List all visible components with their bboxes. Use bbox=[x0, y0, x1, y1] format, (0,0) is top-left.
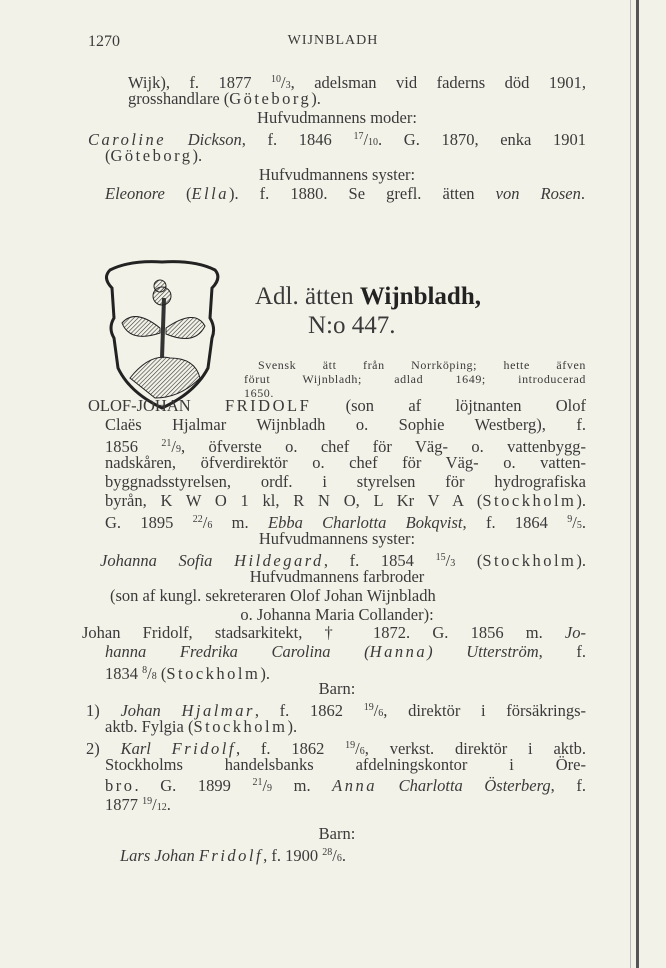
text-segment: 12 bbox=[156, 802, 167, 813]
text-segment: Stockholm bbox=[193, 717, 288, 736]
text-line bbox=[105, 717, 297, 736]
text-segment: 15 bbox=[435, 552, 446, 563]
text-segment: 1834 bbox=[105, 664, 143, 683]
text-line bbox=[105, 491, 586, 510]
text-segment: Barn: bbox=[318, 679, 356, 698]
text-segment: 21 bbox=[252, 777, 263, 788]
text-segment: m. bbox=[272, 776, 333, 795]
text-segment: G. 1895 bbox=[105, 513, 193, 532]
text-segment: / bbox=[171, 437, 176, 456]
text-segment: / bbox=[363, 130, 369, 149]
text-segment: 6 bbox=[359, 746, 365, 757]
text-segment: Hanna bbox=[369, 642, 428, 661]
text-segment: 5 bbox=[576, 520, 582, 531]
text-segment: 19 bbox=[363, 702, 374, 713]
text-segment: (son af kungl. sekreteraren Olof Johan Wijnbladh bbox=[110, 586, 436, 605]
text-segment: / bbox=[152, 795, 157, 814]
text-segment: , öfverste o. chef för Väg- o. vattenbygg- bbox=[181, 437, 586, 456]
text-segment: , f. 1900 bbox=[263, 846, 323, 865]
text-segment: 21 bbox=[161, 438, 172, 449]
text-segment: ) Utterström bbox=[427, 642, 539, 661]
text-line bbox=[128, 89, 321, 108]
text-segment: 8 bbox=[142, 665, 148, 676]
text-line bbox=[105, 755, 586, 774]
page-number: 1270 bbox=[88, 33, 120, 50]
text-segment: Hufvudmannens moder: bbox=[257, 108, 417, 127]
text-line bbox=[88, 165, 586, 184]
text-segment: / bbox=[202, 513, 208, 532]
text-segment: Johanna Sofia bbox=[100, 551, 235, 570]
text-segment: 9 bbox=[567, 514, 573, 525]
text-segment: Jo- bbox=[564, 623, 586, 642]
text-line bbox=[88, 529, 586, 548]
text-segment: 10 bbox=[368, 137, 379, 148]
text-segment: FRIDOLF bbox=[225, 396, 312, 415]
text-segment: Hufvudmannens farbroder bbox=[249, 567, 425, 586]
page-edge-shadow bbox=[630, 0, 631, 968]
text-line bbox=[105, 415, 586, 434]
text-line bbox=[110, 586, 436, 605]
text-segment: grosshandlare ( bbox=[128, 89, 230, 108]
text-segment: ( bbox=[455, 551, 483, 570]
text-segment: ). bbox=[192, 146, 203, 165]
text-segment: Johan bbox=[120, 701, 182, 720]
text-segment: bro bbox=[105, 776, 135, 795]
family-name: Wijnbladh, bbox=[359, 283, 481, 310]
text-segment: o. Johanna Maria Collander): bbox=[240, 605, 434, 624]
text-segment: ). bbox=[287, 717, 298, 736]
text-segment: Dickson bbox=[187, 130, 242, 149]
text-segment: , verkst. direktör i aktb. bbox=[364, 739, 586, 758]
text-segment: . G. 1899 bbox=[134, 776, 253, 795]
text-segment: 17 bbox=[353, 131, 364, 142]
text-segment: Stockholm bbox=[166, 664, 261, 683]
text-segment: Eleonore bbox=[105, 184, 165, 203]
text-segment: Göteborg bbox=[110, 146, 193, 165]
scan-border bbox=[636, 0, 639, 968]
text-segment: ). bbox=[576, 551, 586, 570]
text-line bbox=[105, 453, 586, 472]
text-segment: Hildegard bbox=[234, 551, 324, 570]
text-segment: hanna Fredrika Carolina ( bbox=[105, 642, 370, 661]
text-segment: ). bbox=[576, 491, 586, 510]
text-segment: Hufvudmannens syster: bbox=[258, 529, 416, 548]
text-segment: Fridolf bbox=[198, 846, 264, 865]
text-segment: Stockholms handelsbanks afdelningskontor i Öre- bbox=[105, 755, 586, 774]
text-segment: Stockholm bbox=[482, 551, 577, 570]
text-segment: , direktör i försäkrings- bbox=[383, 701, 587, 720]
text-line bbox=[105, 773, 586, 798]
coat-of-arms-icon bbox=[100, 258, 225, 413]
text-segment: Fridolf bbox=[171, 739, 236, 758]
text-segment: 9 bbox=[267, 783, 273, 794]
text-line bbox=[105, 642, 586, 661]
text-segment: , f. 1862 bbox=[235, 739, 346, 758]
text-segment: ). bbox=[260, 664, 270, 683]
text-segment: Göteborg bbox=[229, 89, 312, 108]
text-segment: Lars Johan bbox=[120, 846, 199, 865]
text-segment: byggnadsstyrelsen, ordf. i styrelsen för hydrografiska bbox=[105, 472, 586, 491]
text-segment: , f. 1854 bbox=[323, 551, 436, 570]
text-segment: ( bbox=[164, 184, 192, 203]
text-segment: ( bbox=[156, 664, 167, 683]
text-segment: , f. bbox=[550, 776, 587, 795]
text-segment: . bbox=[580, 184, 585, 203]
text-segment: Barn: bbox=[318, 824, 356, 843]
text-line bbox=[120, 843, 346, 868]
text-line bbox=[105, 472, 586, 491]
text-segment: 8 bbox=[151, 671, 157, 682]
family-title-prefix: Adl. ätten bbox=[255, 283, 360, 310]
text-line bbox=[88, 396, 586, 415]
text-segment: 10 bbox=[271, 74, 282, 85]
text-segment: Caroline bbox=[88, 130, 167, 149]
text-segment: / bbox=[147, 664, 152, 683]
text-segment: Karl bbox=[120, 739, 172, 758]
text-segment: 6 bbox=[207, 520, 213, 531]
text-line bbox=[258, 358, 586, 372]
text-segment: / bbox=[572, 513, 577, 532]
text-segment: 2) bbox=[86, 739, 121, 758]
text-segment: nadskåren, öfverdirektör o. chef för Väg- o. vatten- bbox=[105, 453, 586, 472]
text-segment: Hjalmar bbox=[181, 701, 255, 720]
text-line bbox=[105, 146, 202, 165]
text-segment: 6 bbox=[336, 853, 342, 864]
text-line bbox=[105, 184, 585, 203]
text-line bbox=[88, 824, 586, 843]
text-segment: / bbox=[445, 551, 451, 570]
text-segment: , adelsman vid faderns död 1901, bbox=[290, 73, 586, 92]
text-segment: 1877 bbox=[105, 795, 143, 814]
text-segment: Ella bbox=[191, 184, 229, 203]
text-segment: , f. 1864 bbox=[462, 513, 568, 532]
text-segment: Johan Fridolf, stadsarkitekt, † 1872. G. 1856 m. bbox=[82, 623, 565, 642]
text-segment: , f. 1846 bbox=[241, 130, 354, 149]
text-segment: . bbox=[166, 795, 171, 814]
text-segment: 22 bbox=[192, 514, 203, 525]
text-segment: ( bbox=[105, 146, 111, 165]
text-segment: 3 bbox=[450, 558, 456, 569]
text-line bbox=[88, 605, 586, 624]
family-number: N:o 447. bbox=[308, 312, 396, 339]
family-title bbox=[255, 283, 481, 311]
text-segment: . bbox=[341, 846, 346, 865]
text-segment: ). bbox=[311, 89, 321, 108]
text-segment: 9 bbox=[176, 444, 181, 455]
text-segment: Charlotta Österberg bbox=[377, 776, 551, 795]
text-segment: / bbox=[281, 73, 286, 92]
text-segment: / bbox=[373, 701, 379, 720]
text-segment: / bbox=[262, 776, 268, 795]
text-segment: 19 bbox=[345, 740, 356, 751]
text-segment: (son af löjtnanten Olof bbox=[311, 396, 587, 415]
text-segment: Claës Hjalmar Wijnbladh o. Sophie Westberg), f. bbox=[105, 415, 586, 434]
text-segment: 1856 bbox=[105, 437, 162, 456]
text-segment: Hufvudmannens syster: bbox=[258, 165, 416, 184]
text-segment: aktb. Fylgia ( bbox=[105, 717, 194, 736]
text-segment: förut Wijnbladh; adlad 1649; introducerad bbox=[244, 372, 586, 386]
text-segment: 1650. bbox=[244, 386, 274, 400]
text-segment: Stockholm bbox=[482, 491, 577, 510]
text-segment: von Rosen bbox=[495, 184, 581, 203]
text-segment: m. bbox=[212, 513, 268, 532]
text-segment: Svensk ätt från Norrköping; hette äfven bbox=[258, 358, 586, 372]
text-line bbox=[88, 679, 586, 698]
text-segment: Wijk), f. 1877 bbox=[128, 73, 272, 92]
text-line bbox=[88, 567, 586, 586]
text-line bbox=[88, 108, 586, 127]
text-segment: 1) bbox=[86, 701, 121, 720]
text-segment: ). f. 1880. Se grefl. ätten bbox=[228, 184, 496, 203]
text-segment: Ebba Charlotta Bokqvist bbox=[267, 513, 463, 532]
text-segment: 6 bbox=[378, 708, 384, 719]
text-segment: , f. bbox=[538, 642, 586, 661]
text-segment: byrån, K W O 1 kl, R N O, L Kr V A ( bbox=[105, 491, 483, 510]
text-segment: 19 bbox=[142, 796, 153, 807]
text-segment: 28 bbox=[322, 847, 333, 858]
text-segment: Anna bbox=[332, 776, 378, 795]
text-line bbox=[82, 623, 586, 642]
text-segment: / bbox=[355, 739, 360, 758]
text-segment: . G. 1870, enka 1901 bbox=[378, 130, 587, 149]
text-line bbox=[244, 372, 586, 386]
text-segment: , f. 1862 bbox=[254, 701, 364, 720]
text-segment: . bbox=[581, 513, 586, 532]
text-segment: 3 bbox=[285, 80, 291, 91]
text-line bbox=[105, 792, 171, 817]
running-title: WIJNBLADH bbox=[287, 33, 379, 48]
text-segment: OLOF-JOHAN bbox=[88, 396, 225, 415]
text-segment: / bbox=[332, 846, 337, 865]
